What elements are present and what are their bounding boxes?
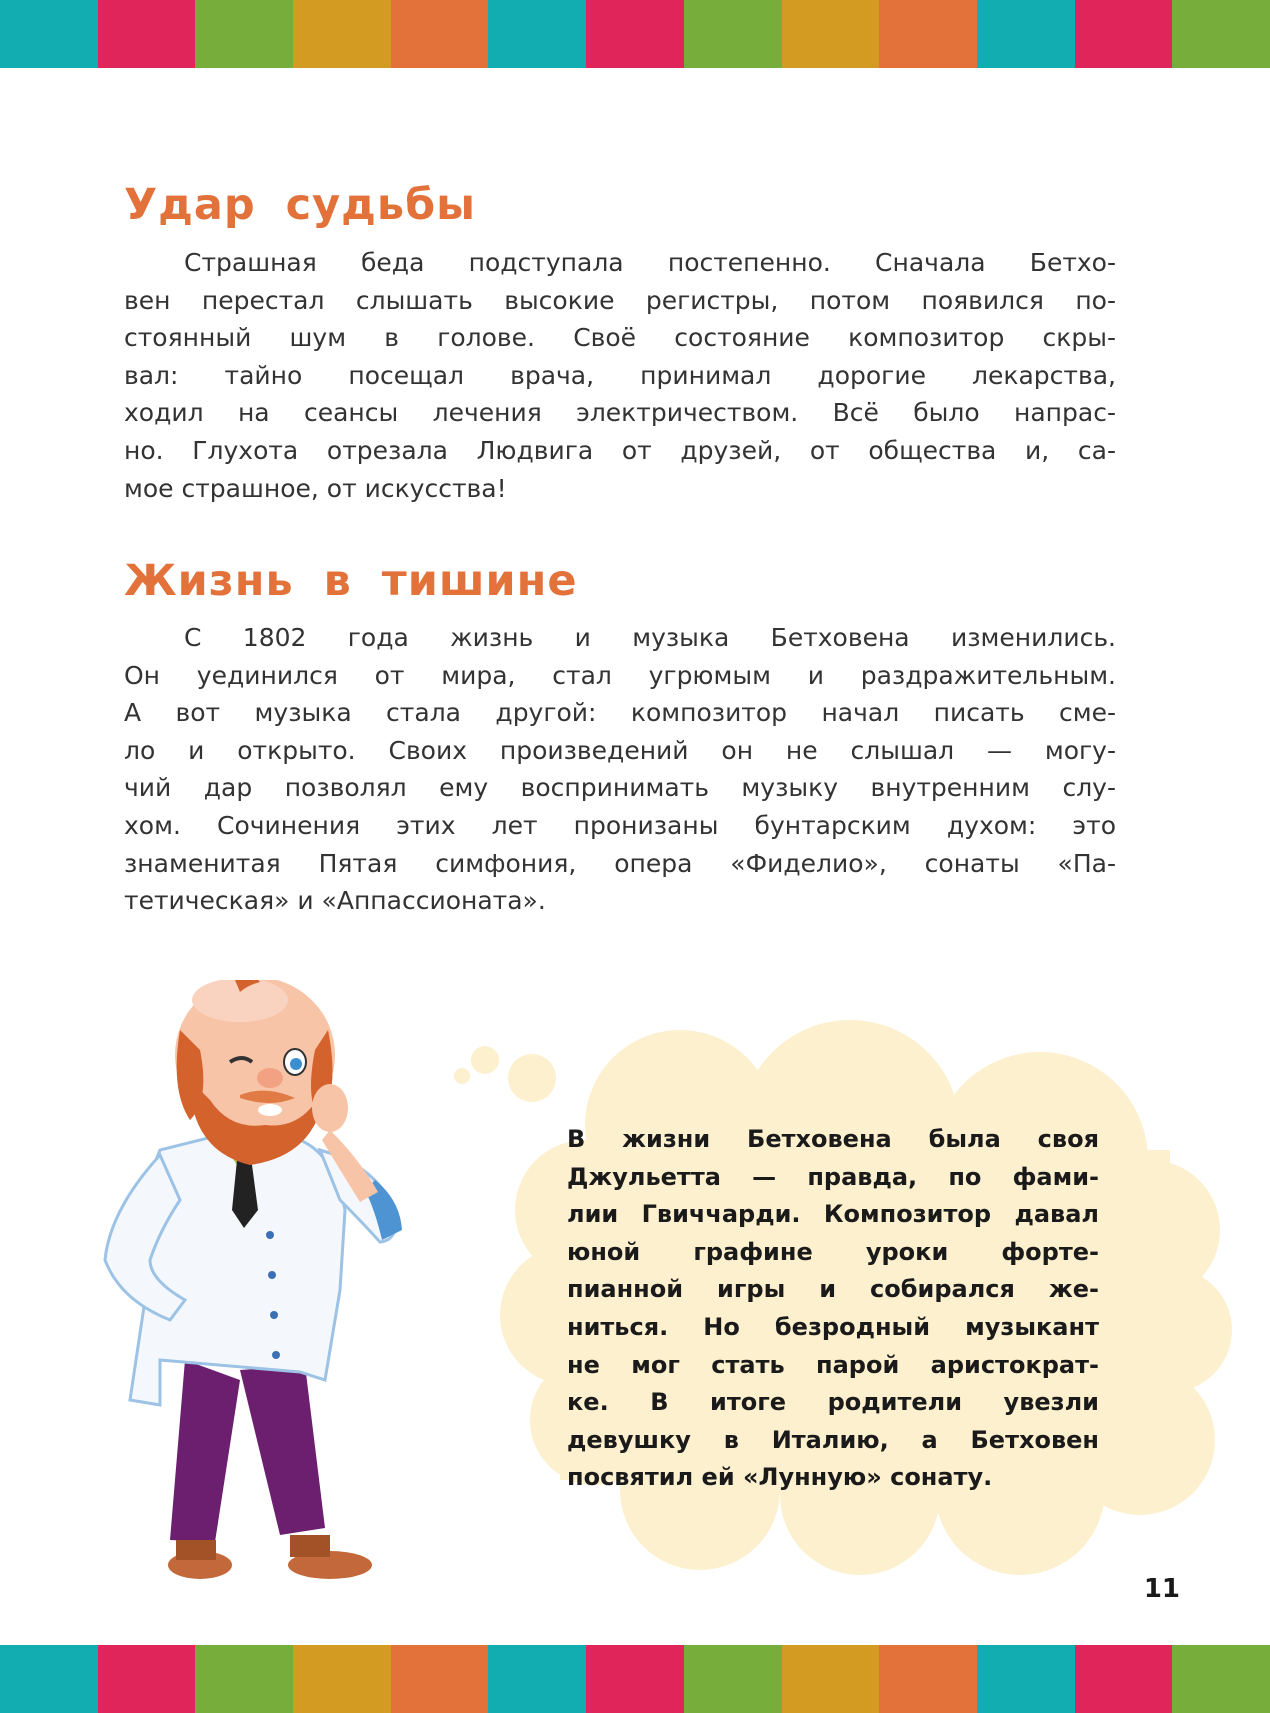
stripe-segment — [1075, 1645, 1173, 1713]
paragraph-line: Он уединился от мира, стал угрюмым и раздражительным. — [124, 660, 1116, 690]
stripe-segment — [195, 1645, 293, 1713]
paragraph-line: тетическая» и «Аппассионата». — [124, 886, 546, 916]
paragraph-line: ло и открыто. Своих произведений он не слышал — могу- — [124, 735, 1116, 765]
paragraph-line: стоянный шум в голове. Своё состояние композитор скры- — [124, 323, 1116, 353]
bottom-color-stripe — [0, 1645, 1270, 1713]
bubble-line: лии Гвиччарди. Композитор давал — [567, 1200, 1099, 1229]
paragraph-line: мое страшное, от искусства! — [124, 473, 507, 503]
bubble-line: Джульетта — правда, по фами- — [567, 1162, 1099, 1191]
bubble-line: девушку в Италию, а Бетховен — [567, 1425, 1099, 1454]
paragraph-line: хом. Сочинения этих лет пронизаны бунтарским духом: это — [124, 810, 1116, 840]
section-title-zhizn-v-tishine: Жизнь в тишине — [124, 556, 578, 606]
stripe-segment — [684, 1645, 782, 1713]
page-number: 11 — [1143, 1574, 1180, 1604]
paragraph-line: но. Глухота отрезала Людвига от друзей, от общества и, са- — [124, 435, 1116, 465]
bubble-line: ке. В итоге родители увезли — [567, 1388, 1099, 1417]
bubble-line: ниться. Но безродный музыкант — [567, 1312, 1099, 1341]
bubble-line: не мог стать парой аристократ- — [567, 1350, 1099, 1379]
bubble-line: посвятил ей «Лунную» сонату. — [567, 1463, 993, 1492]
paragraph-line: чий дар позволял ему воспринимать музыку внутренним слу- — [124, 773, 1116, 803]
stripe-segment — [293, 1645, 391, 1713]
stripe-segment — [879, 1645, 977, 1713]
stripe-segment — [391, 1645, 489, 1713]
stripe-segment — [0, 1645, 98, 1713]
bubble-line: юной графине уроки форте- — [567, 1237, 1099, 1266]
paragraph-line: С 1802 года жизнь и музыка Бетховена изменились. — [184, 623, 1116, 652]
stripe-segment — [977, 1645, 1075, 1713]
stripe-segment — [782, 1645, 880, 1713]
stripe-segment — [488, 1645, 586, 1713]
paragraph-line: вен перестал слышать высокие регистры, потом появился по- — [124, 285, 1116, 315]
paragraph-line: знаменитая Пятая симфония, опера «Фиделио», сонаты «Па- — [124, 848, 1116, 878]
paragraph-line: ходил на сеансы лечения электричеством. Всё было напрас- — [124, 398, 1116, 428]
paragraph-line: А вот музыка стала другой: композитор начал писать сме- — [124, 698, 1116, 728]
paragraph-line: вал: тайно посещал врача, принимал дорогие лекарства, — [124, 360, 1116, 390]
stripe-segment — [98, 1645, 196, 1713]
paragraph-line: Страшная беда подступала постепенно. Сначала Бетхо- — [184, 248, 1116, 277]
stripe-segment — [1172, 1645, 1270, 1713]
doctor-character-illustration — [90, 980, 450, 1600]
bubble-line: пианной игры и собирался же- — [567, 1275, 1099, 1304]
thought-bubble-text — [567, 1121, 1099, 1497]
section-title-udar-sudby: Удар судьбы — [124, 180, 476, 230]
stripe-segment — [586, 1645, 684, 1713]
bubble-line: В жизни Бетховена была своя — [567, 1125, 1099, 1153]
